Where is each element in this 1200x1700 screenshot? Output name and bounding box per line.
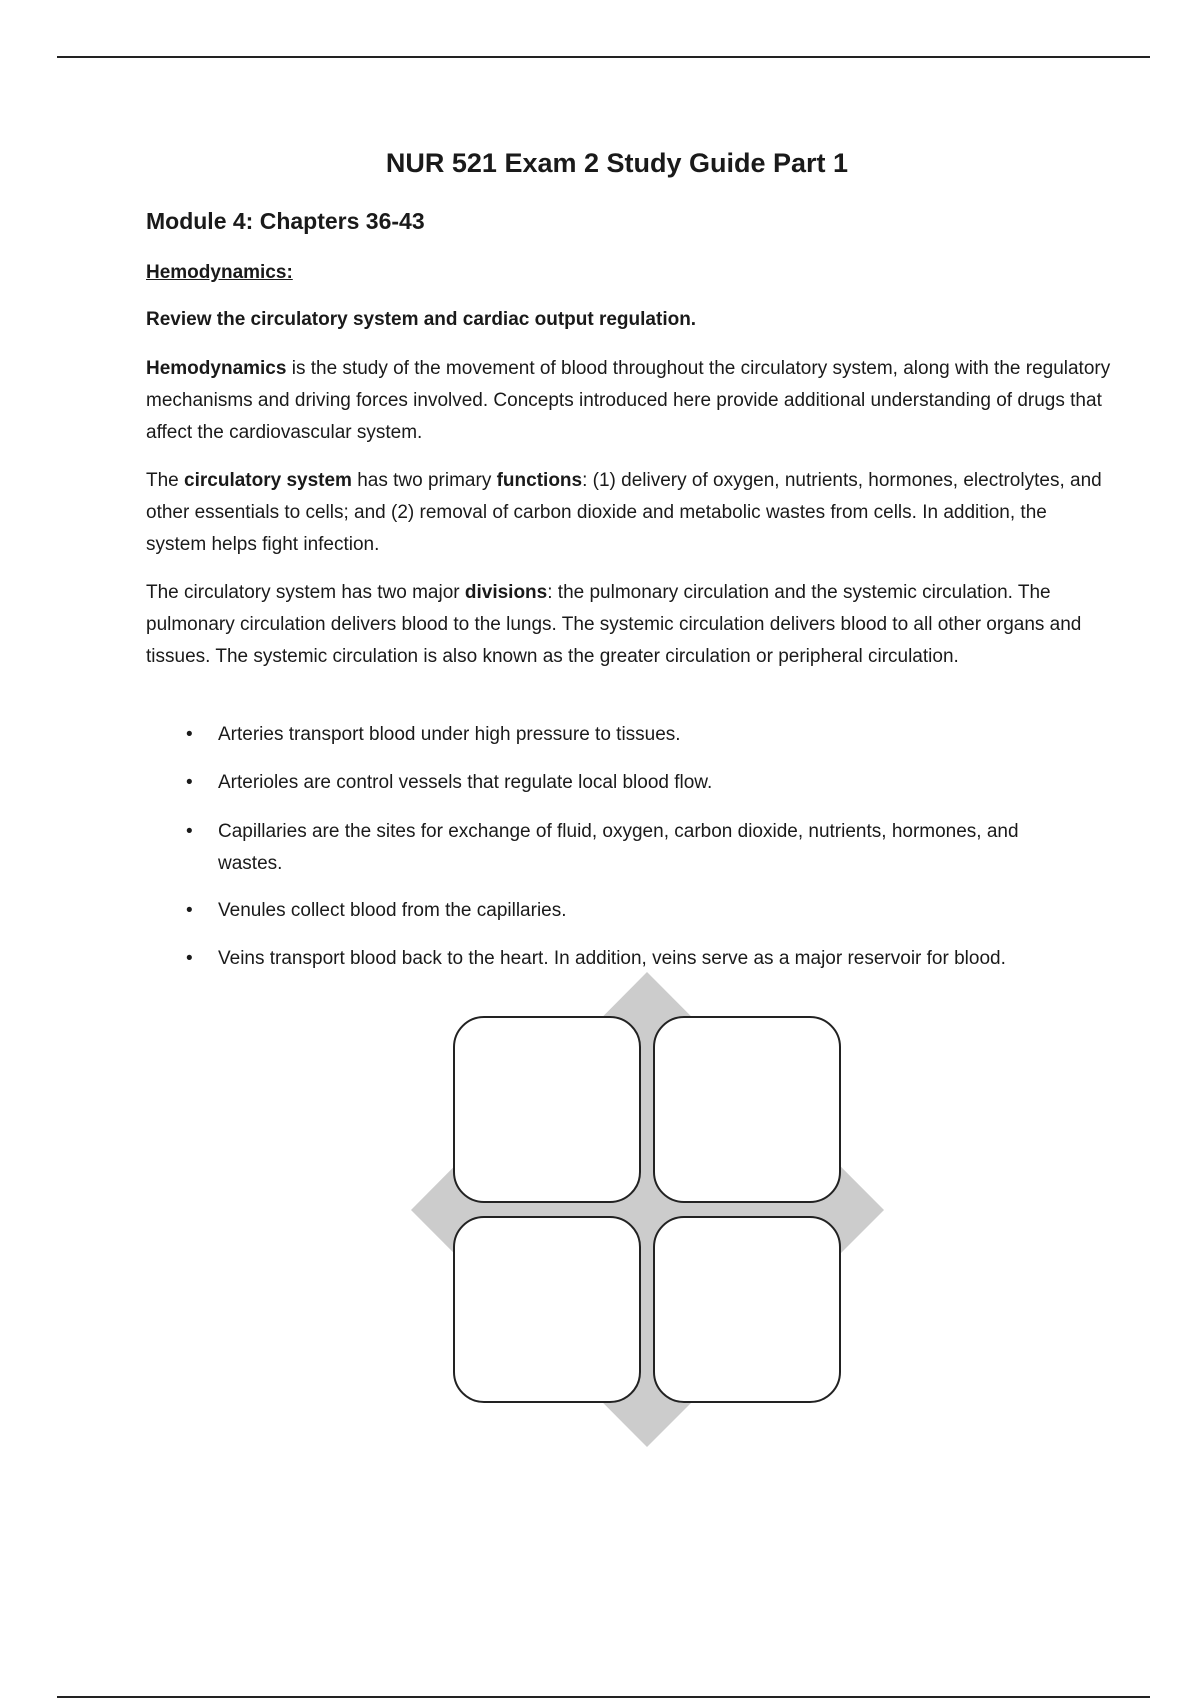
paragraph-text: has two primary <box>351 470 497 491</box>
diagram-box-top-right <box>654 1017 840 1202</box>
bullet-icon: • <box>186 948 193 969</box>
bold-term: divisions <box>464 582 548 603</box>
bold-term: functions <box>496 470 583 491</box>
bullet-icon: • <box>186 772 193 793</box>
diagram-box-top-left <box>454 1017 640 1202</box>
list-item: • Capillaries are the sites for exchange of fluid, oxygen, carbon dioxide, nutrients, hormones, and wastes. <box>186 816 1086 880</box>
paragraph-text: The <box>146 470 185 491</box>
module-heading: Module 4: Chapters 36-43 <box>146 208 425 234</box>
paragraph-text: : (1) delivery of oxygen, nutrients, hormones, electrolytes, and other essentials to cells; and (2) removal of carbon dioxide and metabolic wastes from cells. In addition, the system helps fight infection. <box>146 470 1102 555</box>
list-item: • Arteries transport blood under high pressure to tissues. <box>186 719 1086 751</box>
paragraph-text: The circulatory system has two major <box>146 582 465 603</box>
paragraph-text: is the study of the movement of blood throughout the circulatory system, along with the regulatory mechanisms and driving forces involved. Concepts introduced here provide additional understanding of drugs that affect the cardiovascular system. <box>146 358 1111 443</box>
page-title: NUR 521 Exam 2 Study Guide Part 1 <box>385 148 849 178</box>
list-item: • Venules collect blood from the capillaries. <box>186 895 1086 927</box>
bold-term: circulatory system <box>184 470 352 491</box>
diagram-box-bottom-right <box>654 1217 840 1402</box>
bullet-icon: • <box>186 900 193 921</box>
footer-rule <box>57 1696 1150 1698</box>
section-heading: Hemodynamics: <box>146 262 293 283</box>
bullet-icon: • <box>186 821 193 842</box>
review-line-text: Review the circulatory system and cardiac output regulation. <box>146 309 697 330</box>
list-item: • Veins transport blood back to the heart. In addition, veins serve as a major reservoir for blood. <box>186 943 1086 975</box>
paragraph-text: : the pulmonary circulation and the systemic circulation. The pulmonary circulation delivers blood to the lungs. The systemic circulation delivers blood to all other organs and tissues. The systemic circulation is also known as the greater circulation or peripheral circulation. <box>146 582 1082 667</box>
list-item: • Arterioles are control vessels that regulate local blood flow. <box>186 767 1086 799</box>
diagram-box-bottom-left <box>454 1217 640 1402</box>
bullet-icon: • <box>186 724 193 745</box>
bold-term: Hemodynamics <box>146 358 287 379</box>
